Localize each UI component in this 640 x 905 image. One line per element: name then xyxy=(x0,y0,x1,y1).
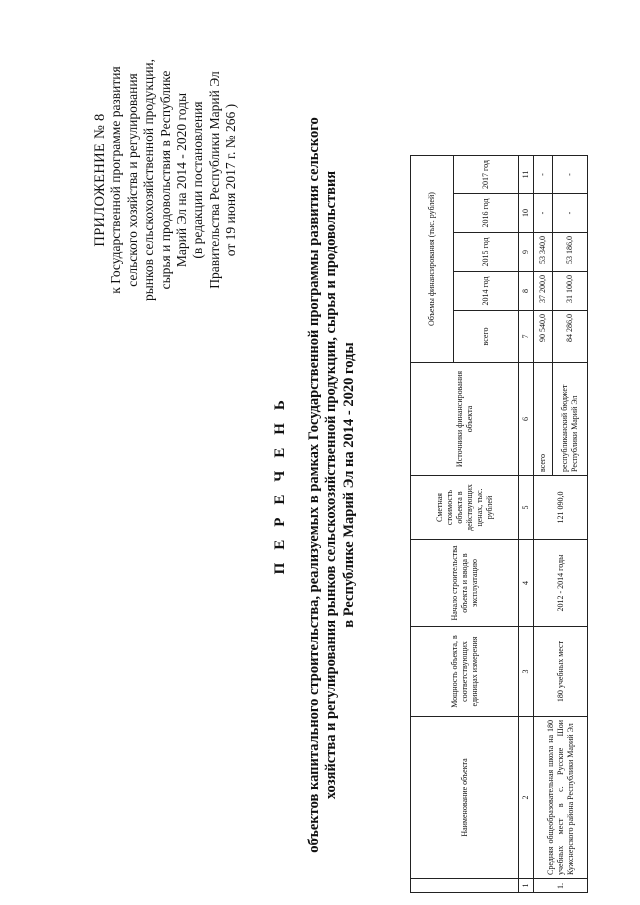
appendix-line: Марий Эл на 2014 - 2020 годы xyxy=(174,92,190,268)
header-cost: Сметная стоимость объекта в действующих ценах, тыс. рублей xyxy=(411,476,519,540)
appendix-line: Правительства Республики Марий Эл xyxy=(206,71,222,289)
object-cost: 121 090,0 xyxy=(534,476,588,540)
object-start: 2012 - 2014 годы xyxy=(534,540,588,627)
funding-2017: - xyxy=(534,156,553,194)
appendix-line: к Государственной программе развития xyxy=(108,66,124,294)
header-2014: 2014 год xyxy=(454,272,519,311)
title-line: хозяйства и регулирования рынков сельскохозяйственной продукции, сырья и продовольствия xyxy=(323,170,339,800)
title-line: в Республике Марий Эл на 2014 - 2020 годы xyxy=(340,342,357,628)
funding-total: 84 286,0 xyxy=(553,311,588,363)
funding-2014: 37 200,0 xyxy=(534,272,553,311)
header-2015: 2015 год xyxy=(454,233,519,272)
header-funding: Объемы финансирования (тыс. рублей) xyxy=(411,156,454,363)
source-label: всего xyxy=(534,363,553,476)
column-number: 1 xyxy=(519,879,534,893)
appendix-line: от 19 июня 2017 г. № 266 ) xyxy=(223,103,239,257)
header-capacity: Мощность объекта, в соответствующих единицах измерения xyxy=(411,627,519,717)
column-number: 6 xyxy=(519,363,534,476)
funding-2017: - xyxy=(553,156,588,194)
header-total: всего xyxy=(454,311,519,363)
funding-2015: 53 186,0 xyxy=(553,233,588,272)
header-source: Источники финансирования объекта xyxy=(411,363,519,476)
object-capacity: 180 учебных мест xyxy=(534,627,588,717)
column-number: 2 xyxy=(519,717,534,879)
source-label: республиканский бюджет Республики Марий Эл xyxy=(553,363,588,476)
column-number: 9 xyxy=(519,233,534,272)
row-number: 1. xyxy=(534,879,588,893)
funding-2015: 53 340,0 xyxy=(534,233,553,272)
appendix-line: (в редакции постановления xyxy=(190,101,206,259)
object-name: Средняя общеобразовательная школа на 180 учебных мест в с. Русские Шои Кужснерского района Республики Марий Эл xyxy=(534,717,588,879)
funding-total: 90 540,0 xyxy=(534,311,553,363)
column-number: 10 xyxy=(519,194,534,233)
appendix-line: сырья и продовольствия в Республике xyxy=(157,70,173,290)
column-number: 4 xyxy=(519,540,534,627)
funding-2014: 31 100,0 xyxy=(553,272,588,311)
objects-table xyxy=(410,155,588,893)
title-line: объектов капитального строительства, реализуемых в рамках Государственной программы развития сельского xyxy=(305,117,322,853)
appendix-heading: ПРИЛОЖЕНИЕ № 8 xyxy=(92,113,108,247)
funding-2016: - xyxy=(534,194,553,233)
header-2016: 2016 год xyxy=(454,194,519,233)
header-number xyxy=(411,879,519,893)
document-title xyxy=(272,85,358,885)
appendix-line: сельского хозяйства и регулирования xyxy=(124,73,140,287)
funding-2016: - xyxy=(553,194,588,233)
column-number: 3 xyxy=(519,627,534,717)
header-start: Начало строительства объекта и ввода в эксплуатацию xyxy=(411,540,519,627)
title-heading: П Е Р Е Ч Е Н Ь xyxy=(272,395,288,575)
column-number: 11 xyxy=(519,156,534,194)
header-2017: 2017 год xyxy=(454,156,519,194)
appendix-block xyxy=(92,20,240,340)
column-number: 5 xyxy=(519,476,534,540)
column-number: 8 xyxy=(519,272,534,311)
appendix-line: рынков сельскохозяйственной продукции, xyxy=(141,58,157,302)
column-number: 7 xyxy=(519,311,534,363)
header-name: Наименование объекта xyxy=(411,717,519,879)
